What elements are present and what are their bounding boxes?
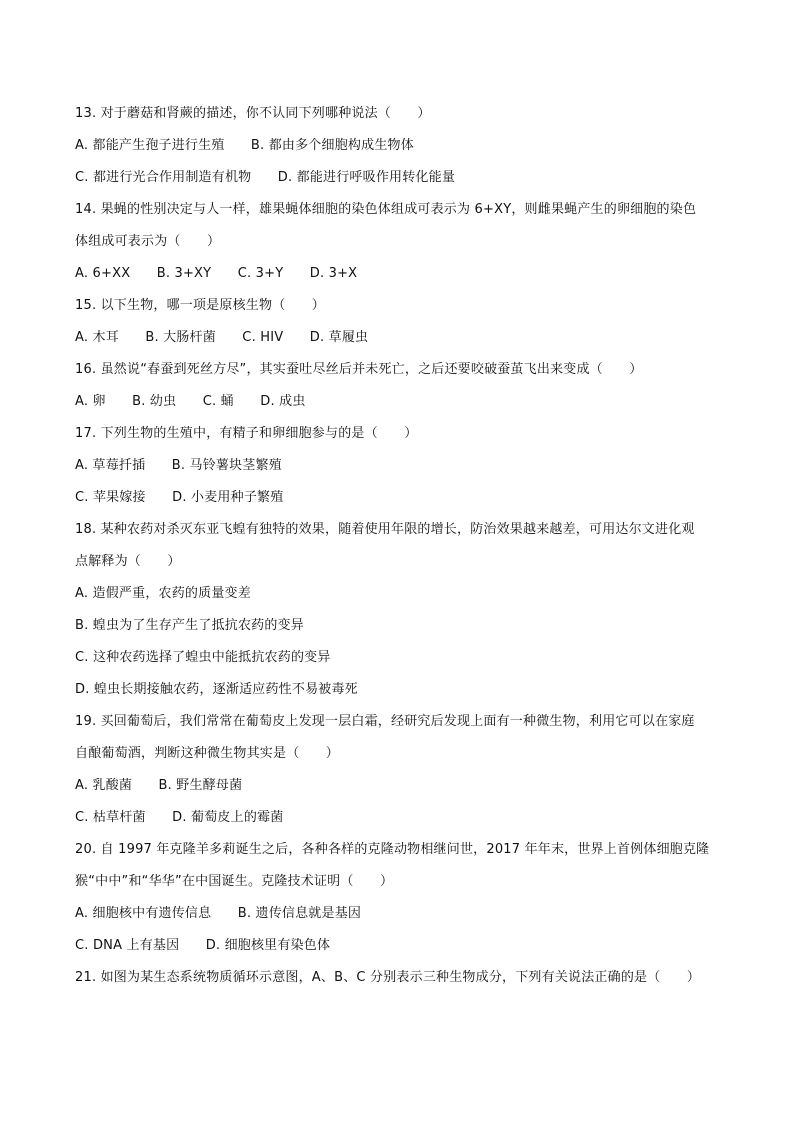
question-stem: 15. 以下生物，哪一项是原核生物（ ）: [75, 298, 326, 313]
question-19: [75, 706, 725, 834]
option-line: C. DNA 上有基因 D. 细胞核里有染色体: [75, 938, 331, 953]
question-stem: 16. 虽然说“春蚕到死丝方尽”，其实蚕吐尽丝后并未死亡，之后还要咬破蚕茧飞出来变成（ ）: [75, 362, 643, 377]
option-line: A. 木耳 B. 大肠杆菌 C. HIV D. 草履虫: [75, 330, 369, 345]
option-line: C. 枯草杆菌 D. 葡萄皮上的霉菌: [75, 810, 284, 825]
option-line: A. 卵 B. 幼虫 C. 蛹 D. 成虫: [75, 394, 306, 409]
option-line: A. 6+XX B. 3+XY C. 3+Y D. 3+X: [75, 266, 358, 281]
option-line: A. 细胞核中有遗传信息 B. 遗传信息就是基因: [75, 906, 362, 921]
option-line: B. 蝗虫为了生存产生了抵抗农药的变异: [75, 618, 304, 633]
question-18: [75, 514, 725, 706]
option-line: C. 这种农药选择了蝗虫中能抵抗农药的变异: [75, 650, 331, 665]
question-21: [75, 962, 725, 994]
question-13: [75, 98, 725, 194]
question-stem: 20. 自 1997 年克隆羊多莉诞生之后，各种各样的克隆动物相继问世，2017 年年末，世界上首例体细胞克隆: [75, 842, 710, 857]
question-stem-continued: 点解释为（ ）: [75, 554, 181, 569]
question-17: [75, 418, 725, 514]
question-stem: 19. 买回葡萄后，我们常常在葡萄皮上发现一层白霜，经研究后发现上面有一种微生物，利用它可以在家庭: [75, 714, 695, 729]
option-line: A. 草莓扦插 B. 马铃薯块茎繁殖: [75, 458, 282, 473]
option-line: A. 都能产生孢子进行生殖 B. 都由多个细胞构成生物体: [75, 138, 414, 153]
option-line: A. 乳酸菌 B. 野生酵母菌: [75, 778, 243, 793]
question-stem-continued: 自酿葡萄酒，判断这种微生物其实是（ ）: [75, 746, 340, 761]
question-stem-continued: 体组成可表示为（ ）: [75, 234, 221, 249]
question-stem: 13. 对于蘑菇和肾蕨的描述，你不认同下列哪种说法（ ）: [75, 106, 431, 121]
question-stem-continued: 猴“中中”和“华华”在中国诞生。克隆技术证明（ ）: [75, 874, 394, 889]
question-list: [75, 98, 725, 994]
question-16: [75, 354, 725, 418]
option-line: C. 都进行光合作用制造有机物 D. 都能进行呼吸作用转化能量: [75, 170, 456, 185]
question-stem: 14. 果蝇的性别决定与人一样，雄果蝇体细胞的染色体组成可表示为 6+XY，则雌果蝇产生的卵细胞的染色: [75, 202, 697, 217]
option-line: A. 造假严重，农药的质量变差: [75, 586, 251, 601]
question-stem: 18. 某种农药对杀灭东亚飞蝗有独特的效果，随着使用年限的增长，防治效果越来越差，可用达尔文进化观: [75, 522, 695, 537]
question-20: [75, 834, 725, 962]
question-14: [75, 194, 725, 290]
option-line: D. 蝗虫长期接触农药，逐渐适应药性不易被毒死: [75, 682, 358, 697]
question-15: [75, 290, 725, 354]
option-line: C. 苹果嫁接 D. 小麦用种子繁殖: [75, 490, 284, 505]
question-stem: 17. 下列生物的生殖中，有精子和卵细胞参与的是（ ）: [75, 426, 418, 441]
question-stem: 21. 如图为某生态系统物质循环示意图，A、B、C 分别表示三种生物成分，下列有关说法正确的是（ ）: [75, 970, 701, 985]
